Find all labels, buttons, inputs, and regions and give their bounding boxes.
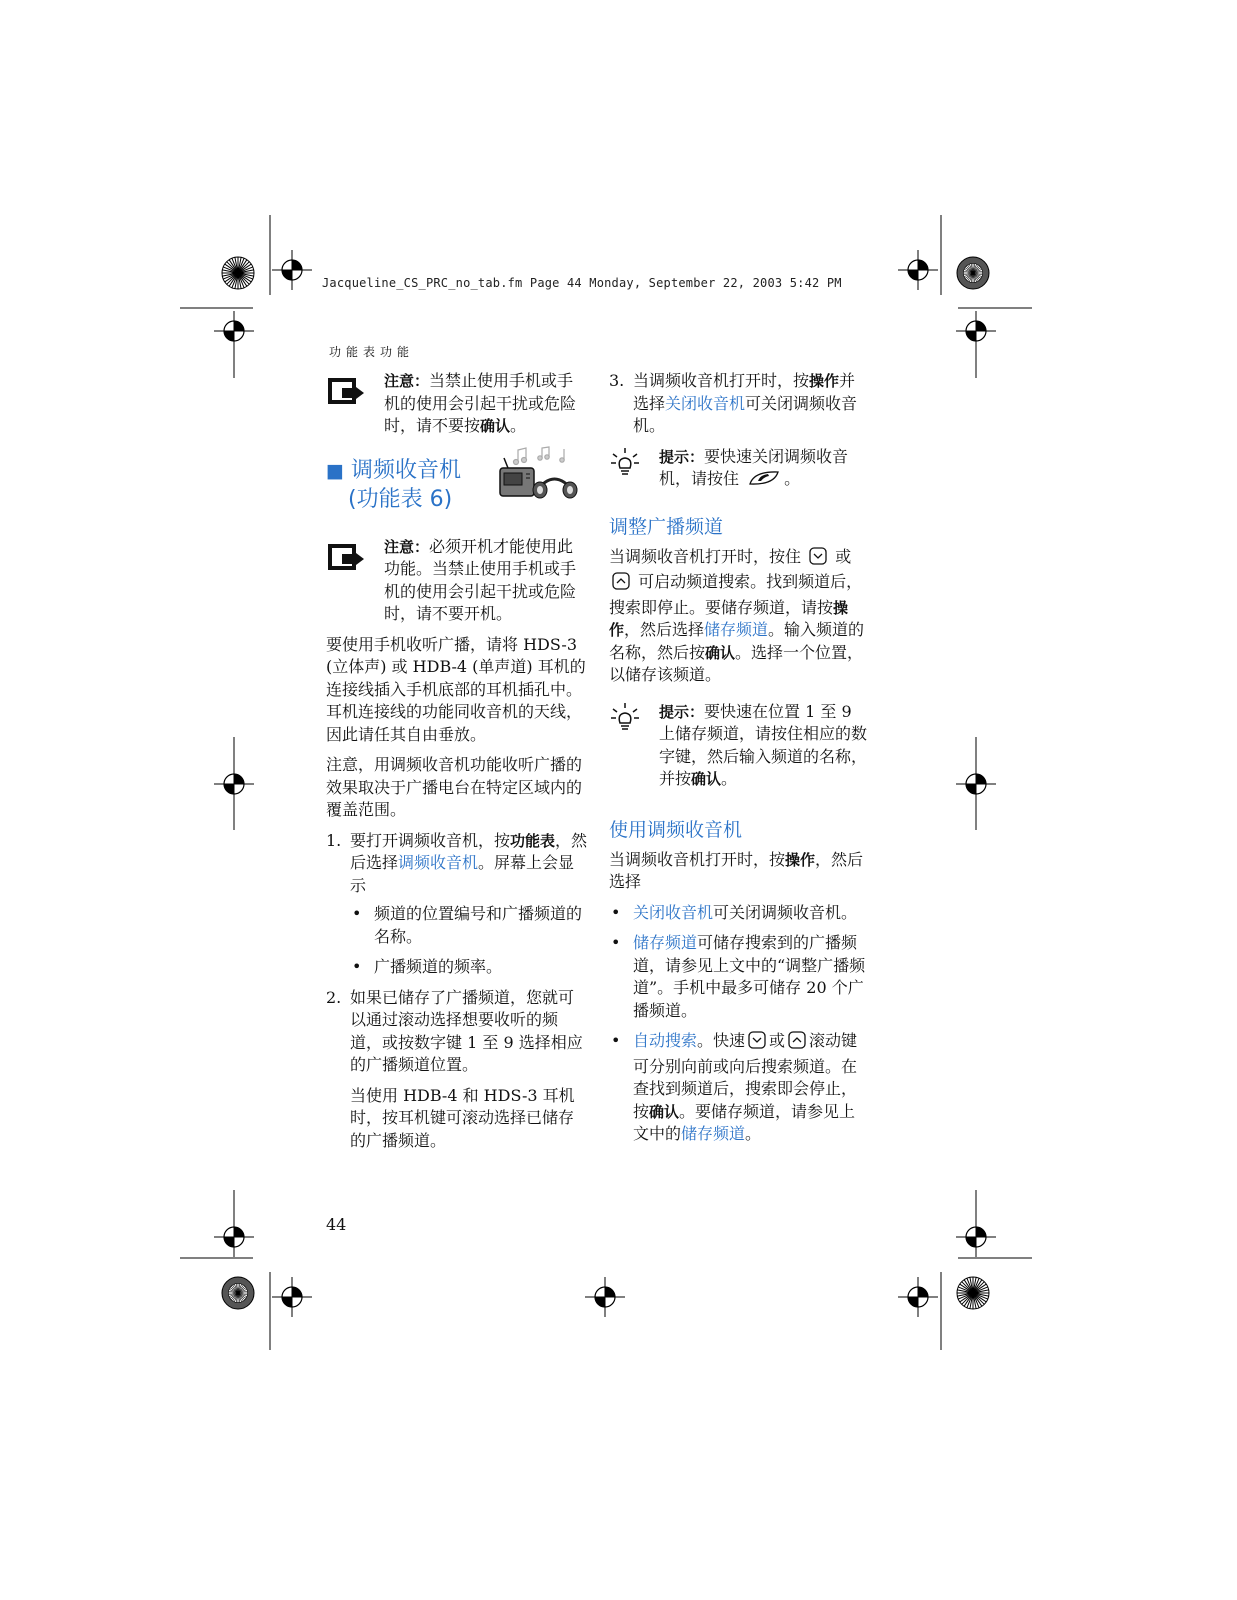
menu-link[interactable]: 关闭收音机 xyxy=(633,902,714,922)
bullet-item xyxy=(609,1030,871,1146)
paragraph xyxy=(609,546,871,687)
bullet-item xyxy=(609,932,871,1022)
note-box xyxy=(326,370,588,438)
section-title xyxy=(326,456,461,486)
tip-bulb-icon xyxy=(609,446,641,483)
registration-mark-icon xyxy=(585,1277,625,1317)
right-column xyxy=(609,370,871,1154)
bullet-text: 。 xyxy=(745,1124,762,1143)
note-label: 注意： xyxy=(384,372,430,390)
registration-mark-icon xyxy=(956,311,996,351)
step-text: 。屏幕上会显示 xyxy=(350,853,575,895)
bullet-item xyxy=(350,903,588,948)
note-text: 当禁止使用手机或手机的使用会引起干扰或危险时，请不要按 xyxy=(384,371,577,435)
registration-mark-icon xyxy=(214,1217,254,1257)
bullet-text: 滚动键可分别向前或向后搜索频道。在查找到频道后，搜索即会停止，按 xyxy=(633,1031,858,1121)
file-header: Jacqueline_CS_PRC_no_tab.fm Page 44 Monday, September 22, 2003 5:42 PM xyxy=(322,276,842,290)
bullet-dot: • xyxy=(352,957,362,976)
tip-end: 。 xyxy=(721,769,738,788)
registration-mark-icon xyxy=(898,250,938,290)
para-text: 当调频收音机打开时，按住 xyxy=(609,546,802,566)
registration-mark-icon xyxy=(956,764,996,804)
para-text: 可启动频道搜索。找到频道后，搜索即停止。要储存频道，请按 xyxy=(609,572,863,617)
note-icon xyxy=(326,374,368,415)
step-text: 并选择 xyxy=(633,371,856,413)
para-text: 。选择一个位置，以储存该频道。 xyxy=(609,642,864,684)
steps-list xyxy=(609,370,871,438)
starburst-mark-icon xyxy=(957,1277,989,1309)
menu-link[interactable]: 自动搜索 xyxy=(633,1031,698,1050)
menu-link[interactable]: 关闭收音机 xyxy=(665,393,746,413)
step-text: 要打开调频收音机，按 xyxy=(350,830,511,850)
steps-list xyxy=(326,830,588,1153)
scroll-down-key-icon xyxy=(809,547,827,572)
tip-label: 提示： xyxy=(659,447,705,466)
note-end: 。 xyxy=(510,416,527,435)
section-subtitle: (功能表 6) xyxy=(348,486,453,512)
running-head: 功能表功能 xyxy=(329,345,415,359)
para-text: 或 xyxy=(835,546,852,566)
page-number: 44 xyxy=(326,1215,347,1234)
menu-term: 功能表 xyxy=(510,831,556,850)
note-text: 必须开机才能使用此功能。当禁止使用手机或手机的使用会引起干扰或危险时，请不要开机。 xyxy=(384,536,577,623)
note-icon xyxy=(326,540,368,581)
tip-end: 。 xyxy=(784,469,801,488)
tip-box xyxy=(609,701,871,791)
bullet-list xyxy=(350,903,588,979)
tip-box xyxy=(609,446,871,494)
radio-headphones-icon xyxy=(498,446,578,509)
bullet-text: 。要储存频道，请参见上文中的 xyxy=(633,1101,856,1143)
end-call-key-icon xyxy=(747,469,781,494)
menu-term: 确认 xyxy=(649,1102,680,1121)
subheading: 调整广播频道 xyxy=(609,515,724,538)
starburst-mark-icon xyxy=(957,257,989,289)
step-number: 1. xyxy=(326,830,342,850)
bullet-item xyxy=(350,956,588,979)
tip-label: 提示： xyxy=(659,702,705,721)
tip-text: 要快速在位置 1 至 9 上储存频道，请按住相应的数字键，然后输入频道的名称，并按 xyxy=(659,701,868,788)
bullet-text: 频道的位置编号和广播频道的名称。 xyxy=(374,904,583,946)
step-number: 2. xyxy=(326,987,342,1007)
scroll-down-key-icon xyxy=(748,1031,766,1056)
step-text: 可关闭调频收音机。 xyxy=(633,393,858,435)
step-item xyxy=(326,830,588,979)
menu-term: 操作 xyxy=(609,598,849,639)
subheading: 使用调频收音机 xyxy=(609,818,743,841)
starburst-mark-icon xyxy=(222,1277,254,1309)
bullet-text: 可储存搜索到的广播频道，请参见上文中的“调整广播频道”。手机中最多可储存 20 个广播频道。 xyxy=(633,933,866,1020)
step-number: 3. xyxy=(609,371,625,390)
para-text: ，然后选择 xyxy=(609,849,864,891)
step-text: ，然后选择 xyxy=(350,830,588,872)
registration-mark-icon xyxy=(956,1217,996,1257)
menu-term: 确认 xyxy=(691,770,722,788)
bullet-dot: • xyxy=(611,902,621,922)
bullet-text: 或 xyxy=(769,1031,786,1050)
para-text: ，然后选择 xyxy=(624,620,705,639)
registration-mark-icon xyxy=(272,250,312,290)
registration-mark-icon xyxy=(898,1277,938,1317)
menu-term: 确认 xyxy=(705,643,736,662)
section-square: ■ xyxy=(326,459,344,482)
starburst-mark-icon xyxy=(222,257,254,289)
section-title-line1: 调频收音机 xyxy=(350,457,461,483)
bullet-dot: • xyxy=(352,904,362,923)
menu-term: 操作 xyxy=(785,850,816,869)
registration-mark-icon xyxy=(272,1277,312,1317)
step-extra: 当使用 HDB-4 和 HDS-3 耳机时，按耳机键可滚动选择已储存的广播频道。 xyxy=(350,1085,575,1150)
bullet-item xyxy=(609,902,871,925)
tip-text: 要快速关闭调频收音机，请按住 xyxy=(659,446,849,488)
tip-bulb-icon xyxy=(609,701,641,738)
step-item xyxy=(609,370,871,438)
step-text: 当调频收音机打开时，按 xyxy=(633,371,810,390)
paragraph: 要使用手机收听广播，请将 HDS-3 (立体声) 或 HDB-4 (单声道) 耳机的连接线插入手机底部的耳机插孔中。耳机连接线的功能同收音机的天线，因此请任其自由垂放。 xyxy=(326,634,586,744)
section-heading xyxy=(326,456,588,522)
para-text: 。输入频道的名称，然后按 xyxy=(609,620,865,662)
registration-mark-icon xyxy=(214,764,254,804)
menu-link[interactable]: 储存频道 xyxy=(704,620,769,639)
bullet-text: 。快速 xyxy=(697,1031,746,1050)
paragraph: 注意，用调频收音机功能收听广播的效果取决于广播电台在特定区域内的覆盖范围。 xyxy=(326,755,583,819)
bullet-dot: • xyxy=(611,1031,621,1050)
bullet-list xyxy=(609,902,871,1146)
step-text: 如果已储存了广播频道，您就可以通过滚动选择想要收听的频道，或按数字键 1 至 9 选择相应的广播频道位置。 xyxy=(350,987,583,1074)
menu-term: 操作 xyxy=(809,372,840,390)
left-column xyxy=(326,370,588,1160)
bullet-dot: • xyxy=(611,933,621,952)
bullet-text: 可关闭调频收音机。 xyxy=(713,902,858,922)
paragraph xyxy=(609,849,871,894)
scroll-up-key-icon xyxy=(788,1031,806,1056)
step-item xyxy=(326,987,588,1153)
menu-link[interactable]: 储存频道 xyxy=(681,1124,746,1143)
para-text: 当调频收音机打开时，按 xyxy=(609,849,786,869)
note-box xyxy=(326,536,588,626)
scroll-up-key-icon xyxy=(612,572,630,597)
registration-mark-icon xyxy=(214,311,254,351)
bullet-text: 广播频道的频率。 xyxy=(374,957,503,976)
menu-link[interactable]: 储存频道 xyxy=(633,933,698,952)
note-bold: 确认 xyxy=(480,417,511,435)
menu-link[interactable]: 调频收音机 xyxy=(398,853,479,872)
note-label: 注意： xyxy=(384,537,430,556)
